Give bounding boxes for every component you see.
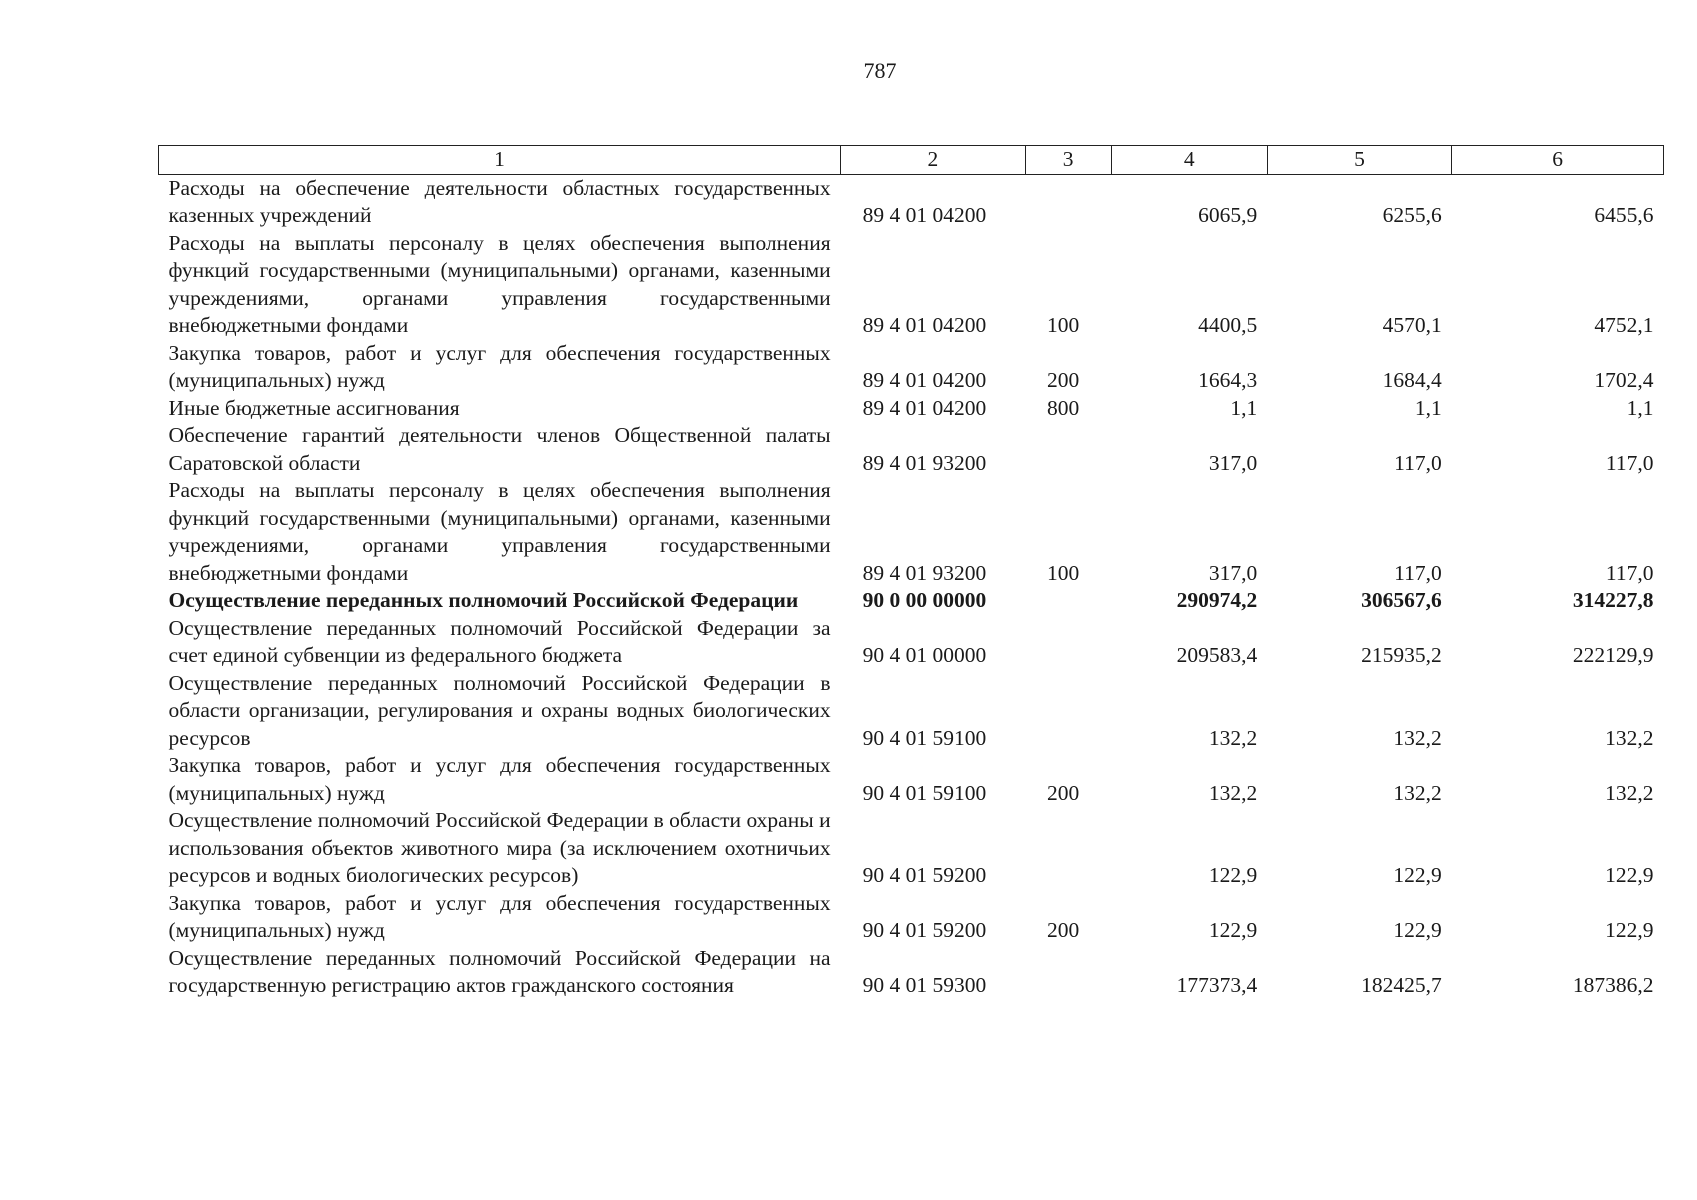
table-row [159, 752, 1664, 807]
row-code-cell: 90 4 01 59100 [862, 725, 987, 750]
row-name-cell: Осуществление переданных полномочий Российской Федерации на государственную регистрацию актов гражданского состояния [168, 945, 831, 997]
table-row [159, 174, 1664, 230]
table-row [159, 615, 1664, 670]
row-expense-type-cell [1025, 587, 1111, 615]
row-amount-col4-cell: 209583,4 [1176, 643, 1258, 667]
row-amount-col6-cell: 1,1 [1626, 395, 1654, 420]
row-amount-col6-cell: 122,9 [1605, 863, 1654, 887]
table-row [159, 340, 1664, 395]
row-name-cell: Осуществление переданных полномочий Российской Федерации в области организации, регулирования и охраны водных биологических ресурсов [168, 670, 831, 750]
page-number: 787 [863, 58, 897, 83]
column-header-5: 5 [1267, 146, 1451, 175]
row-amount-col6-cell: 222129,9 [1572, 643, 1654, 667]
column-header-4: 4 [1111, 146, 1267, 175]
row-amount-col6-cell: 314227,8 [1572, 588, 1654, 612]
row-amount-col5-cell: 117,0 [1394, 560, 1442, 585]
row-code-cell: 89 4 01 04200 [862, 395, 987, 420]
row-expense-type-cell: 200 [1047, 368, 1080, 392]
column-header-3: 3 [1025, 146, 1111, 175]
row-expense-type-cell: 200 [1047, 918, 1080, 942]
row-amount-col4-cell: 132,2 [1208, 725, 1258, 750]
row-name-cell: Иные бюджетные ассигнования [168, 395, 460, 420]
row-expense-type-cell [1025, 422, 1111, 477]
row-expense-type-cell [1025, 807, 1111, 890]
row-code-cell: 90 4 01 59200 [862, 863, 987, 887]
row-amount-col6-cell: 4752,1 [1594, 313, 1654, 337]
row-amount-col4-cell: 4400,5 [1198, 313, 1258, 337]
row-name-cell: Осуществление переданных полномочий Российской Федерации за счет единой субвенции из федерального бюджета [168, 615, 831, 667]
row-code-cell: 90 4 01 00000 [862, 643, 987, 667]
table-header-row [159, 146, 1664, 175]
row-amount-col6-cell: 122,9 [1605, 918, 1654, 942]
row-amount-col5-cell: 122,9 [1393, 863, 1442, 887]
row-code-cell: 89 4 01 04200 [862, 313, 987, 337]
table-row [159, 395, 1664, 423]
row-amount-col4-cell: 6065,9 [1198, 203, 1258, 227]
row-amount-col4-cell: 122,9 [1208, 918, 1258, 942]
row-name-cell: Закупка товаров, работ и услуг для обеспечения государственных (муниципальных) нужд [168, 340, 831, 392]
row-expense-type-cell: 100 [1047, 313, 1080, 337]
row-amount-col5-cell: 1,1 [1414, 395, 1442, 420]
row-amount-col5-cell: 215935,2 [1361, 643, 1442, 667]
row-amount-col6-cell: 132,2 [1605, 725, 1654, 750]
row-name-cell: Закупка товаров, работ и услуг для обеспечения государственных (муниципальных) нужд [168, 890, 831, 942]
row-code-cell: 90 4 01 59200 [862, 918, 987, 942]
row-amount-col5-cell: 1684,4 [1382, 368, 1442, 392]
table-row [159, 422, 1664, 477]
row-expense-type-cell [1025, 174, 1111, 230]
row-amount-col4-cell: 317,0 [1208, 560, 1258, 585]
row-expense-type-cell [1025, 945, 1111, 1000]
table-row [159, 945, 1664, 1000]
row-name-cell: Расходы на обеспечение деятельности областных государственных казенных учреждений [168, 175, 831, 227]
row-amount-col5-cell: 122,9 [1393, 918, 1442, 942]
column-header-2: 2 [841, 146, 1025, 175]
row-amount-col5-cell: 4570,1 [1382, 313, 1442, 337]
row-code-cell: 89 4 01 04200 [862, 368, 987, 392]
row-amount-col4-cell: 290974,2 [1176, 588, 1258, 612]
row-code-cell: 89 4 01 93200 [862, 450, 987, 475]
table-body [159, 174, 1664, 1000]
row-amount-col6-cell: 6455,6 [1594, 203, 1654, 227]
row-amount-col5-cell: 182425,7 [1361, 973, 1442, 997]
budget-table [158, 145, 1664, 1000]
table-row [159, 807, 1664, 890]
row-amount-col4-cell: 1,1 [1230, 395, 1258, 420]
row-name-cell: Расходы на выплаты персоналу в целях обеспечения выполнения функций государственными (муниципальными) органами, казенными учреждениями, органами управления государственными внебюджетными фондами [168, 230, 831, 337]
row-expense-type-cell: 200 [1047, 780, 1080, 805]
row-code-cell: 90 0 00 00000 [862, 588, 987, 612]
row-name-cell: Осуществление переданных полномочий Российской Федерации [168, 588, 799, 612]
row-amount-col5-cell: 132,2 [1393, 725, 1442, 750]
row-expense-type-cell [1025, 615, 1111, 670]
column-header-6: 6 [1452, 146, 1664, 175]
row-code-cell: 89 4 01 93200 [862, 560, 987, 585]
row-amount-col6-cell: 117,0 [1605, 560, 1654, 585]
row-amount-col6-cell: 132,2 [1605, 780, 1654, 805]
row-amount-col6-cell: 1702,4 [1594, 368, 1654, 392]
row-name-cell: Обеспечение гарантий деятельности членов Общественной палаты Саратовской области [168, 423, 831, 475]
table-row [159, 890, 1664, 945]
row-expense-type-cell: 100 [1047, 560, 1080, 585]
row-amount-col6-cell: 187386,2 [1572, 973, 1654, 997]
row-amount-col4-cell: 1664,3 [1198, 368, 1258, 392]
row-amount-col5-cell: 306567,6 [1361, 588, 1442, 612]
row-amount-col5-cell: 132,2 [1393, 780, 1442, 805]
row-name-cell: Осуществление полномочий Российской Федерации в области охраны и использования объектов животного мира (за исключением охотничьих ресурсов и водных биологических ресурсов) [168, 808, 831, 887]
row-name-cell: Расходы на выплаты персоналу в целях обеспечения выполнения функций государственными (муниципальными) органами, казенными учреждениями, органами управления государственными внебюджетными фондами [168, 478, 831, 585]
table-row [159, 230, 1664, 340]
table-row [159, 477, 1664, 587]
row-code-cell: 89 4 01 04200 [862, 203, 987, 227]
row-code-cell: 90 4 01 59300 [862, 973, 987, 997]
row-amount-col4-cell: 177373,4 [1176, 973, 1258, 997]
row-expense-type-cell: 800 [1047, 395, 1080, 420]
row-amount-col6-cell: 117,0 [1605, 450, 1654, 475]
table-row [159, 587, 1664, 615]
column-header-1: 1 [159, 146, 841, 175]
row-amount-col4-cell: 122,9 [1208, 863, 1258, 887]
row-amount-col5-cell: 117,0 [1394, 450, 1442, 475]
row-expense-type-cell [1025, 670, 1111, 753]
table-row [159, 670, 1664, 753]
row-name-cell: Закупка товаров, работ и услуг для обеспечения государственных (муниципальных) нужд [168, 753, 831, 805]
row-code-cell: 90 4 01 59100 [862, 780, 987, 805]
row-amount-col5-cell: 6255,6 [1382, 203, 1442, 227]
row-amount-col4-cell: 317,0 [1208, 450, 1258, 475]
row-amount-col4-cell: 132,2 [1208, 780, 1258, 805]
